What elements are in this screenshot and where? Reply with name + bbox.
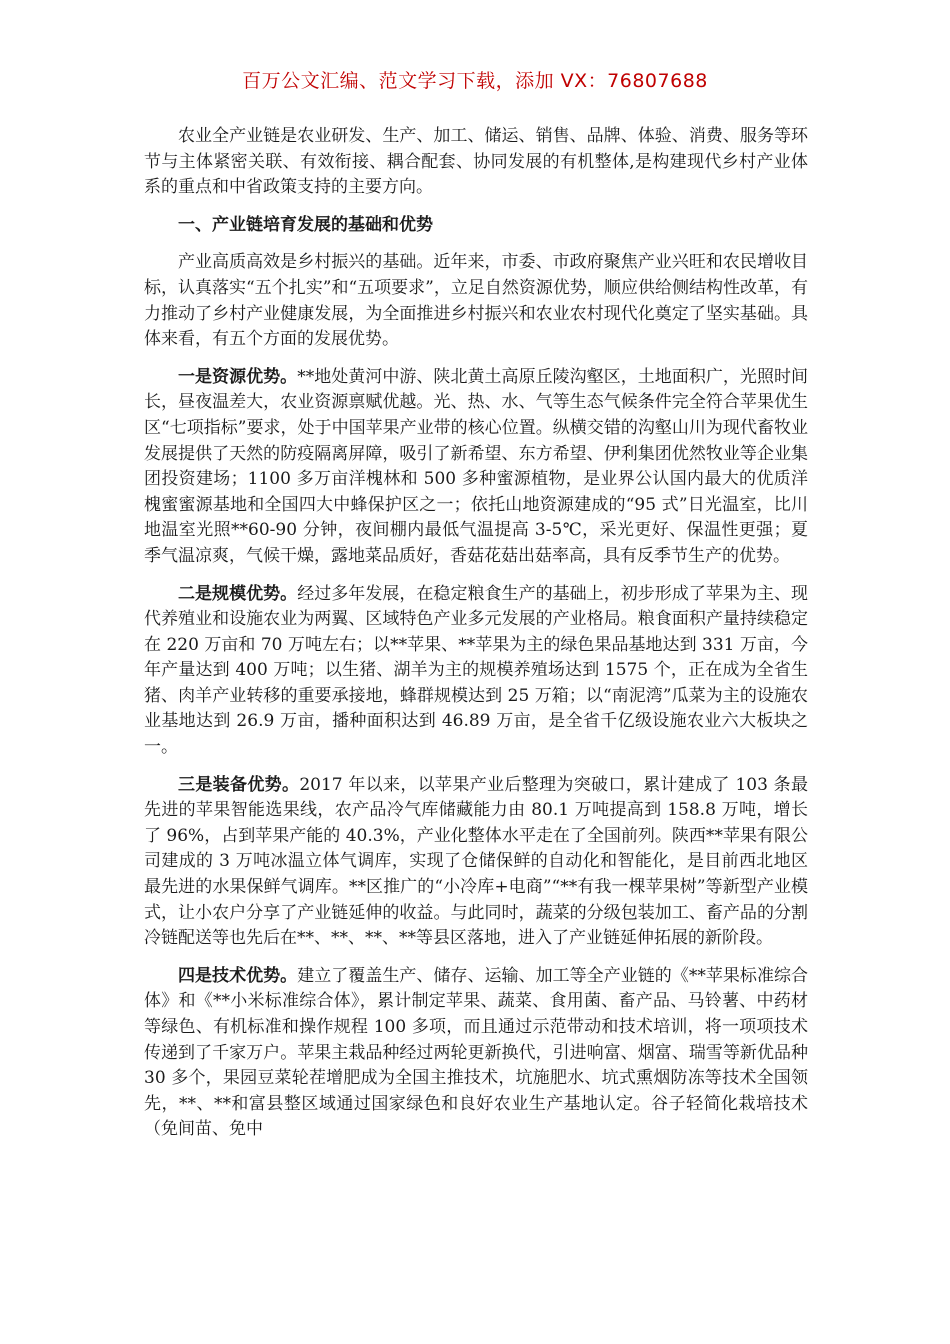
advantage-lead: 一是资源优势。 bbox=[178, 366, 298, 387]
advantage-paragraph-scale bbox=[144, 582, 808, 761]
advantage-text: 建立了覆盖生产、储存、运输、加工等全产业链的《**苹果标准综合体》和《**小米标准综合体》，累计制定苹果、蔬菜、食用菌、畜产品、马铃薯、中药材等绿色、有机标准和操作规程 100 多项，而且通过示范带动和技术培训，将一项项技术传递到了千家万户。苹果主栽品种经过两轮更新换代，引进响富、烟富、瑞雪等新优品种 30 多个，果园豆菜轮茬增肥成为全国主推技术，坑施肥水、坑式熏烟防冻等技术全国领先，**、**和富县整区域通过国家绿色和良好农业生产基地认定。谷子轻简化栽培技术（免间苗、免中 bbox=[144, 965, 809, 1140]
advantage-text: 2017 年以来，以苹果产业后整理为突破口，累计建成了 103 条最先进的苹果智能选果线，农产品冷气库储藏能力由 80.1 万吨提高到 158.8 万吨，增长了 96%，占到苹果产能的 40.3%，产业化整体水平走在了全国前列。陕西**苹果有限公司建成的 3 万吨冰温立体气调库，实现了仓储保鲜的自动化和智能化，是目前西北地区最先进的水果保鲜气调库。**区推广的“小冷库+电商”“**有我一棵苹果树”等新型产业模式，让小农户分享了产业链延伸的收益。与此同时，蔬菜的分级包装加工、畜产品的分割冷链配送等也先后在**、**、**、**等县区落地，进入了产业链延伸拓展的新阶段。 bbox=[144, 774, 809, 949]
advantage-lead: 二是规模优势。 bbox=[178, 583, 298, 604]
intro-paragraph: 农业全产业链是农业研发、生产、加工、储运、销售、品牌、体验、消费、服务等环节与主体紧密关联、有效衔接、耦合配套、协同发展的有机整体,是构建现代乡村产业体系的重点和中省政策支持的主要方向。 bbox=[144, 126, 808, 198]
advantage-paragraph-equipment bbox=[144, 773, 808, 952]
document-body bbox=[144, 124, 808, 1155]
advantage-text: 经过多年发展，在稳定粮食生产的基础上，初步形成了苹果为主、现代养殖业和设施农业为两翼、区域特色产业多元发展的产业格局。粮食面积产量持续稳定在 220 万亩和 70 万吨左右；以**苹果、**苹果为主的绿色果品基地达到 331 万亩，今年产量达到 400 万吨；以生猪、湖羊为主的规模养殖场达到 1575 个，正在成为全省生猪、肉羊产业转移的重要承接地，蜂群规模达到 25 万箱；以“南泥湾”瓜菜为主的设施农业基地达到 26.9 万亩，播种面积达到 46.89 万亩，是全省千亿级设施农业六大板块之一。 bbox=[144, 583, 809, 758]
advantage-lead: 三是装备优势。 bbox=[178, 774, 300, 795]
section-overview-paragraph: 产业高质高效是乡村振兴的基础。近年来，市委、市政府聚焦产业兴旺和农民增收目标，认真落实“五个扎实”和“五项要求”，立足自然资源优势，顺应供给侧结构性改革，有力推动了乡村产业健康发展，为全面推进乡村振兴和农业农村现代化奠定了坚实基础。具体来看，有五个方面的发展优势。 bbox=[144, 252, 808, 350]
section-title: 一、产业链培育发展的基础和优势 bbox=[178, 214, 433, 235]
page-header-watermark: 百万公文汇编、范文学习下载，添加 VX：76807688 bbox=[242, 70, 708, 92]
advantage-lead: 四是技术优势。 bbox=[178, 965, 298, 986]
advantage-paragraph-technology bbox=[144, 964, 808, 1143]
advantage-paragraph-resource bbox=[144, 365, 808, 570]
advantage-text: **地处黄河中游、陕北黄土高原丘陵沟壑区，土地面积广，光照时间长，昼夜温差大，农业资源禀赋优越。光、热、水、气等生态气候条件完全符合苹果优生区“七项指标”要求，处于中国苹果产业带的核心位置。纵横交错的沟壑山川为现代畜牧业发展提供了天然的防疫隔离屏障，吸引了新希望、东方希望、伊利集团优然牧业等企业集团投资建场；1100 多万亩洋槐林和 500 多种蜜源植物，是业界公认国内最大的优质洋槐蜜蜜源基地和全国四大中蜂保护区之一；依托山地资源建成的“95 式”日光温室，比川地温室光照**60-90 分钟，夜间棚内最低气温提高 3-5℃，采光更好、保温性更强；夏季气温凉爽，气候干燥，露地菜品质好，香菇花菇出菇率高，具有反季节生产的优势。 bbox=[144, 366, 809, 566]
